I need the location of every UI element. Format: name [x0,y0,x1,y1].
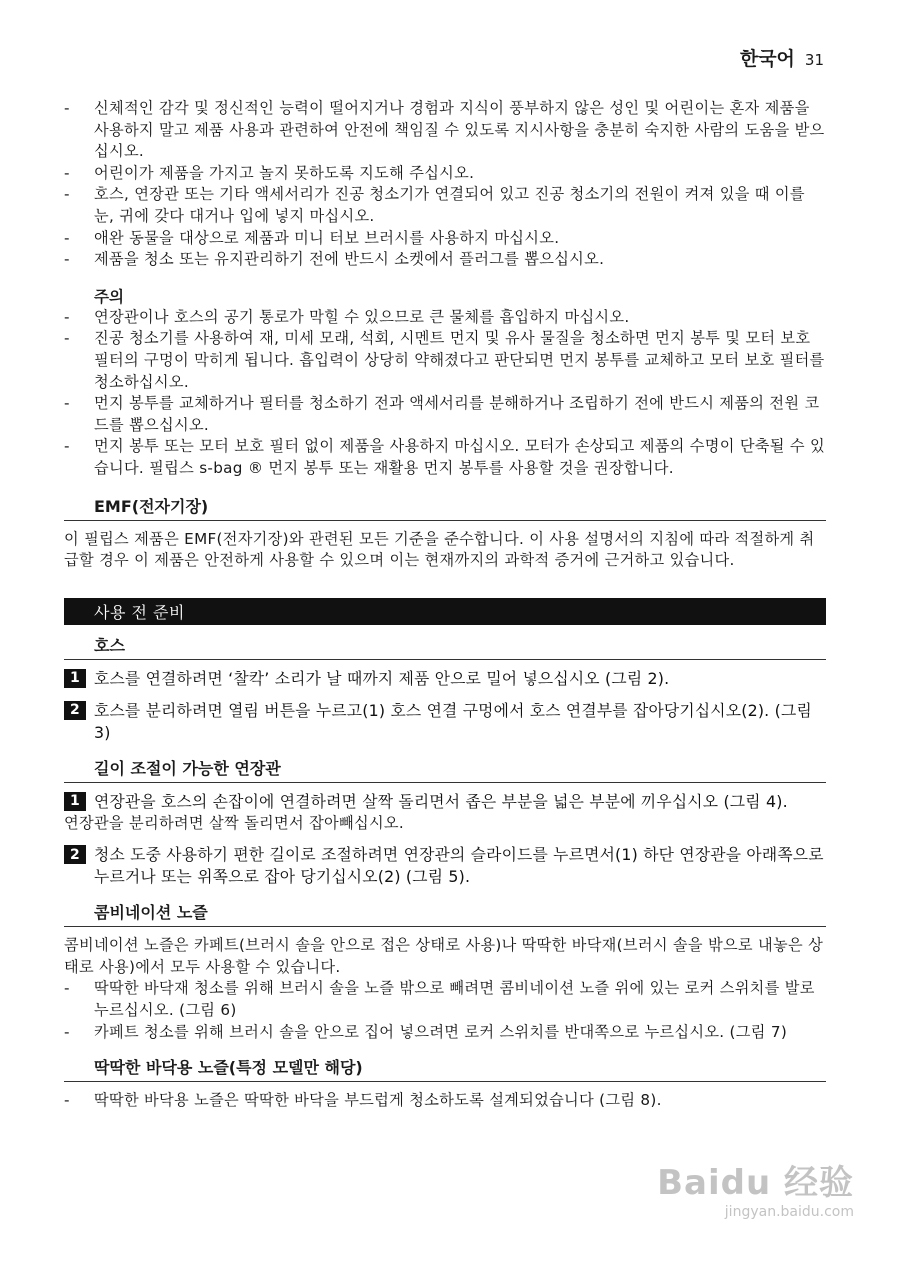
step-number-badge: 1 [64,669,86,688]
list-item: - 애완 동물을 대상으로 제품과 미니 터보 브러시를 사용하지 마십시오. [64,228,560,247]
list-item: - 딱딱한 바닥재 청소를 위해 브러시 솔을 노즐 밖으로 빼려면 콤비네이션 노즐 위에 있는 로커 스위치를 발로 누르십시오. (그림 6) [64,979,815,1020]
page-number: 31 [804,51,824,69]
watermark-logo: Baidu 经验 [657,1163,854,1203]
step-number-badge: 2 [64,701,86,720]
content-column [64,98,826,1112]
list-item: - 진공 청소기를 사용하여 재, 미세 모래, 석회, 시멘트 먼지 및 유사 물질을 청소하면 먼지 봉투 및 모터 보호 필터의 구멍이 막히게 됩니다. 흡입력이 상당히 약해졌다고 판단되면 먼지 봉투를 교체하고 모터 보호 필터를 청소하십시오. [64,329,825,391]
list-item: - 딱딱한 바닥용 노즐은 딱딱한 바닥을 부드럽게 청소하도록 설계되었습니다 (그림 8). [64,1091,662,1110]
list-item: - 먼지 봉투를 교체하거나 필터를 청소하기 전과 액세서리를 분해하거나 조립하기 전에 반드시 제품의 전원 코드를 뽑으십시오. [64,394,820,434]
step-item: 1 연장관을 호스의 손잡이에 연결하려면 살짝 돌리면서 좁은 부분을 넓은 부분에 끼우십시오 (그림 4). [64,791,826,813]
watermark-url: jingyan.baidu.com [724,1204,854,1220]
list-item: - 신체적인 감각 및 정신적인 능력이 떨어지거나 경험과 지식이 풍부하지 않은 성인 및 어린이는 혼자 제품을 사용하지 말고 제품 사용과 관련하여 안전에 책임질 수 있도록 지시사항을 충분히 숙지한 사람의 도움을 받으십시오. [64,99,825,161]
step-item: 2 호스를 분리하려면 열림 버튼을 누르고(1) 호스 연결 구멍에서 호스 연결부를 잡아당기십시오(2). (그림 3) [64,700,826,744]
tube-heading: 길이 조절이 가능한 연장관 [64,756,826,783]
list-item: - 연장관이나 호스의 공기 통로가 막힐 수 있으므로 큰 물체를 흡입하지 마십시오. [64,307,630,326]
step-number-badge: 2 [64,845,86,864]
step-item: 1 호스를 연결하려면 ‘찰칵’ 소리가 날 때까지 제품 안으로 밀어 넣으십시오 (그림 2). [64,668,826,690]
warning-list [64,98,826,271]
list-item: - 카페트 청소를 위해 브러시 솔을 안으로 집어 넣으려면 로커 스위치를 반대쪽으로 누르십시오. (그림 7) [64,1022,788,1041]
hose-heading: 호스 [64,633,826,660]
list-item: - 제품을 청소 또는 유지관리하기 전에 반드시 소켓에서 플러그를 뽑으십시오. [64,250,605,269]
list-item: - 호스, 연장관 또는 기타 액세서리가 진공 청소기가 연결되어 있고 진공 청소기의 전원이 켜져 있을 때 이를 눈, 귀에 갖다 대거나 입에 넣지 마십시오. [64,185,805,225]
hard-floor-nozzle-heading: 딱딱한 바닥용 노즐(특정 모델만 해당) [64,1055,826,1082]
section-title-bar: 사용 전 준비 [64,598,826,625]
step-number-badge: 1 [64,792,86,811]
list-item: - 먼지 봉투 또는 모터 보호 필터 없이 제품을 사용하지 마십시오. 모터가 손상되고 제품의 수명이 단축될 수 있습니다. 필립스 s-bag ® 먼지 봉투 또는 재활용 먼지 봉투를 사용할 것을 권장합니다. [64,437,825,477]
tube-note: 연장관을 분리하려면 살짝 돌리면서 잡아빼십시오. [64,813,405,832]
emf-paragraph: 이 필립스 제품은 EMF(전자기장)와 관련된 모든 기준을 준수합니다. 이 사용 설명서의 지침에 따라 적절하게 취급할 경우 이 제품은 안전하게 사용할 수 있으며 이는 현재까지의 과학적 증거에 근거하고 있습니다. [64,529,815,570]
language-label: 한국어 [739,48,795,70]
caution-heading: 주의 [94,287,124,306]
caution-list [64,307,826,480]
combi-nozzle-paragraph: 콤비네이션 노즐은 카페트(브러시 솔을 안으로 접은 상태로 사용)나 딱딱한 바닥재(브러시 솔을 밖으로 내놓은 상태로 사용)에서 모두 사용할 수 있습니다. [64,936,824,976]
list-item: - 어린이가 제품을 가지고 놀지 못하도록 지도해 주십시오. [64,163,475,182]
step-item: 2 청소 도중 사용하기 편한 길이로 조절하려면 연장관의 슬라이드를 누르면서(1) 하단 연장관을 아래쪽으로 누르거나 또는 위쪽으로 잡아 당기십시오(2) (그림 5). [64,844,826,888]
combi-nozzle-heading: 콤비네이션 노즐 [64,900,826,927]
page-header [740,44,824,71]
baidu-watermark [657,1155,854,1220]
emf-heading: EMF(전자기장) [64,494,826,521]
